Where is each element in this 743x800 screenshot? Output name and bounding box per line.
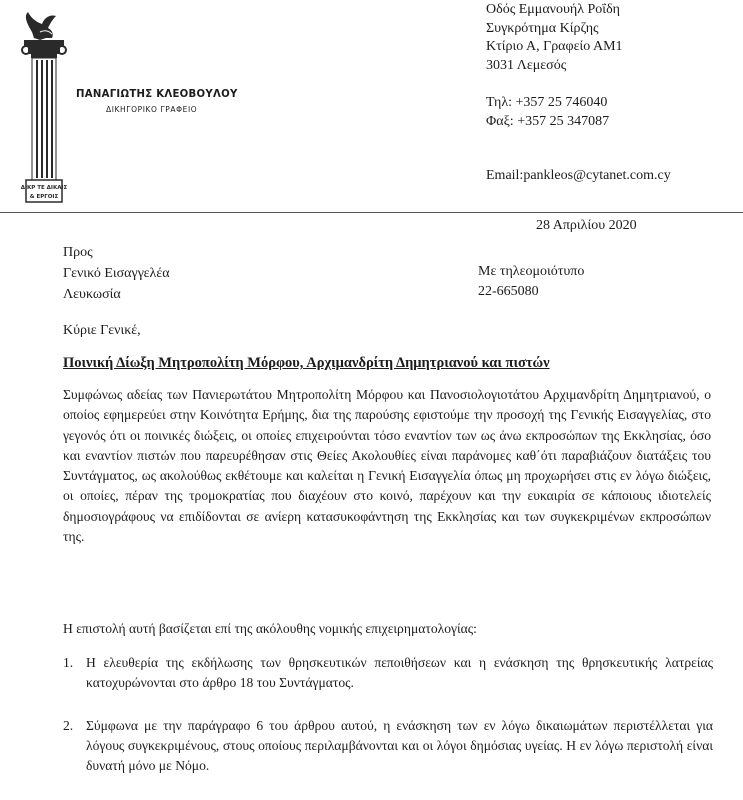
svg-text:& ΕΡΓΟΙΣ: & ΕΡΓΟΙΣ [29, 194, 59, 200]
list-item [63, 716, 713, 776]
firm-subtitle: ΔΙΚΗΓΟΡΙΚΟ ΓΡΑΦΕΙΟ [106, 105, 198, 114]
fax-number: Φαξ: +357 25 347087 [486, 114, 610, 129]
letterhead-divider [0, 212, 743, 213]
column-logo-icon [18, 8, 70, 204]
email-address: Email:pankleos@cytanet.com.cy [486, 168, 671, 183]
list-item-text: Σύμφωνα με την παράγραφο 6 του άρθρου αυτού, η ενάσκηση των εν λόγω δικαιωμάτων περιστέλλεται για λόγους συγκεκριμένους, στους οποίους περιλαμβάνονται και οι λόγοι δημόσιας υγείας. Η εν λόγω περιστολή είναι δυνατή μόνο με Νόμο. [86, 718, 713, 773]
address-line: Συγκρότημα Κίρζης [486, 20, 599, 36]
phone-number: Τηλ: +357 25 746040 [486, 95, 608, 110]
firm-logo [18, 8, 70, 204]
delivery-block [478, 262, 584, 302]
recipient-line: Προς [63, 245, 93, 260]
delivery-line: Με τηλεομοιότυπο [478, 264, 585, 279]
list-item [63, 653, 713, 693]
delivery-line: 22-665080 [478, 284, 539, 299]
address-line: Οδός Εμμανουήλ Ροΐδη [486, 2, 620, 17]
body-paragraph: Συμφώνως αδείας των Πανιερωτάτου Μητροπολίτη Μόρφου και Πανοσιολογιοτάτου Αρχιμανδρίτη Δημητριανού, ο οποίος εφημερεύει στην Κοινότητα Ερήμης, δια της παρούσης εφιστούμε την προσοχή της Γενικής Εισαγγελίας, στο γεγονός ότι οι ποινικές διώξεις, οι οποίες επιχειρούνται τόσο εναντίον των ως άνω εκπροσώπων της Εκκλησίας, όσο και εναντίον πιστών που παρευρέθησαν στις Θείες Ακολουθίες είναι παράνομες καθ΄ότι παραβιάζουν διατάξεις του Συντάγματος, ως ακολούθως εκθέτουμε και καλείται η Γενική Εισαγγελία όπως μη προχωρήσει στις εν λόγω διώξεις, οι οποίες, πέραν της τρομοκρατίας που διαχέουν στο κοινό, παρέχουν και την ευκαιρία σε κάποιους ιδιοτελείς δημοσιογράφους να επιδίδονται σε ανίερη κατασυκοφάντηση της Εκκλησίας και των συγκεκριμένων εκπροσώπων της. [63, 387, 711, 545]
body-paragraph: Η επιστολή αυτή βασίζεται επί της ακόλουθης νομικής επιχειρηματολογίας: [63, 621, 477, 636]
recipient-line: Λευκωσία [63, 287, 121, 302]
address-line: Κτίριο Α, Γραφείο ΑΜ1 [486, 39, 623, 54]
letter-subject: Ποινική Δίωξη Μητροπολίτη Μόρφου, Αρχιμανδρίτη Δημητριανού και πιστών [63, 355, 550, 371]
letter-date: 28 Απριλίου 2020 [536, 218, 637, 233]
salutation: Κύριε Γενικέ, [63, 323, 141, 338]
firm-name: ΠΑΝΑΓΙΩΤΗΣ ΚΛΕΟΒΟΥΛΟΥ [76, 87, 238, 100]
list-item-number: 2. [63, 718, 74, 733]
firm-address [486, 1, 623, 75]
address-line: 3031 Λεμεσός [486, 57, 567, 73]
recipient-line: Γενικό Εισαγγελέα [63, 266, 170, 281]
recipient-block [63, 242, 170, 305]
list-item-number: 1. [63, 655, 74, 670]
list-item-text: Η ελευθερία της εκδήλωσης των θρησκευτικών πεποιθήσεων και η ενάσκηση της θρησκευτικής λατρείας κατοχυρώνονται στο άρθρο 18 του Συντάγματος. [86, 655, 713, 690]
svg-text:ΔΙΚΡ ΤΕ ΔΙΚΑΙΣ: ΔΙΚΡ ΤΕ ΔΙΚΑΙΣ [20, 185, 68, 191]
firm-contact [486, 93, 609, 131]
